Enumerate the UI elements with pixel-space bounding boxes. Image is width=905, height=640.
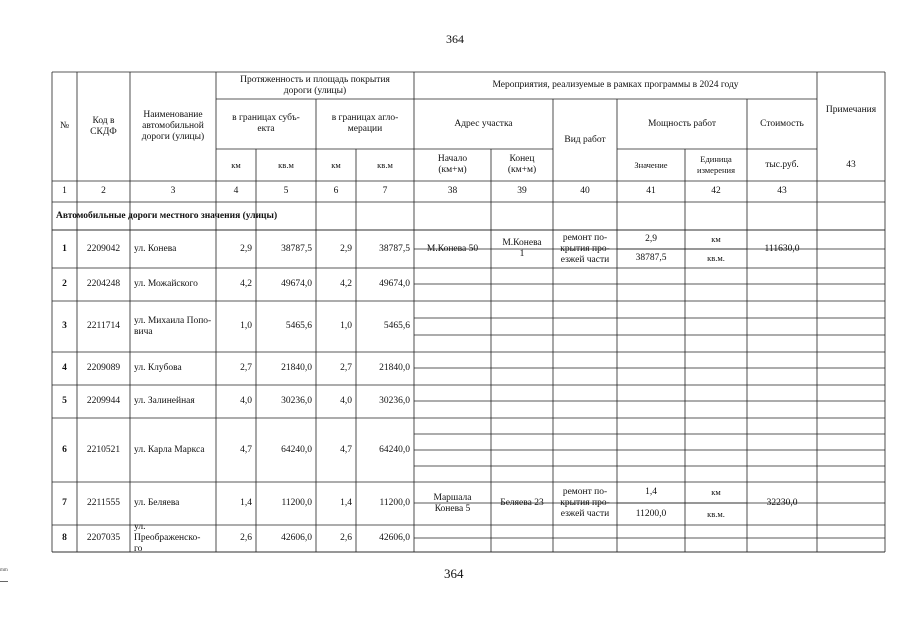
- header-cost-unit: тыс.руб.: [765, 159, 799, 170]
- row-number: 8: [62, 533, 67, 543]
- row-cost: 111630,0: [764, 243, 800, 254]
- row-km-agglo: 2,9: [340, 243, 352, 254]
- header-notes-col: 43: [846, 159, 856, 170]
- row-sqm-subject: 42606,0: [281, 533, 312, 543]
- column-number: 1: [62, 186, 67, 196]
- row-road-name: ул. Залинейная: [134, 396, 195, 406]
- row-code: 2209042: [86, 243, 121, 254]
- row-km-agglo: 2,7: [340, 363, 352, 373]
- column-number: 3: [170, 186, 176, 196]
- header-sqm-2: кв.м: [377, 159, 393, 170]
- row-value-sqm: 11200,0: [635, 508, 667, 519]
- row-km-agglo: 1,0: [340, 321, 352, 331]
- row-road-name: ул. Беляева: [134, 498, 180, 508]
- row-number: 5: [62, 396, 67, 406]
- row-number: 4: [62, 363, 67, 373]
- row-sqm-subject: 49674,0: [281, 279, 312, 289]
- row-number: 6: [62, 444, 67, 455]
- column-number: 4: [233, 186, 239, 196]
- column-number: 5: [283, 186, 289, 196]
- column-number: 41: [646, 186, 656, 196]
- row-unit-km: км: [711, 234, 721, 244]
- row-value-km: 1,4: [645, 487, 657, 497]
- header-end: Конец (км+м): [507, 154, 537, 175]
- row-number: 2: [62, 279, 67, 289]
- row-number: 7: [62, 498, 67, 508]
- header-code: Код в СКДФ: [90, 115, 117, 137]
- row-sqm-subject: 5465,6: [285, 321, 312, 331]
- header-km-1: км: [231, 159, 241, 170]
- row-start: М.Конева 50: [426, 243, 479, 254]
- row-code: 2210521: [86, 444, 121, 455]
- row-sqm-agglo: 64240,0: [379, 444, 410, 455]
- row-work-type: ремонт по- крытия про- езжей части: [560, 232, 610, 265]
- row-sqm-agglo: 49674,0: [379, 279, 410, 289]
- row-km-subject: 2,6: [240, 533, 252, 543]
- header-subject-bounds: в границах субъ- екта: [232, 113, 300, 134]
- column-number: 38: [447, 186, 458, 196]
- row-road-name: ул. Преображенско- го: [134, 522, 201, 554]
- header-events: Мероприятия, реализуемые в рамках программы в 2024 году: [492, 80, 739, 90]
- row-start: Маршала Конева 5: [433, 492, 472, 514]
- row-code: 2209089: [86, 363, 121, 373]
- row-code: 2207035: [86, 533, 121, 543]
- row-number: 1: [62, 243, 67, 254]
- header-capacity: Мощность работ: [648, 118, 716, 129]
- row-sqm-subject: 11200,0: [281, 498, 312, 508]
- row-km-subject: 4,2: [240, 279, 252, 289]
- row-end: Беляева 23: [500, 498, 544, 508]
- header-agglo-bounds: в границах агло- мерации: [331, 113, 399, 134]
- row-sqm-agglo: 11200,0: [379, 498, 410, 508]
- column-number: 42: [711, 186, 721, 196]
- row-sqm-agglo: 5465,6: [383, 321, 410, 331]
- row-road-name: ул. Клубова: [134, 363, 182, 373]
- row-cost: 32230,0: [766, 498, 798, 508]
- row-code: 2209944: [86, 396, 121, 406]
- header-road-name: Наименование автомобильной дороги (улицы): [141, 110, 205, 142]
- header-value: Значение: [634, 159, 668, 170]
- header-extent: Протяженность и площадь покрытия дороги (улицы): [240, 74, 390, 96]
- row-road-name: ул. Конева: [134, 243, 177, 254]
- page-number-bottom: 364: [444, 566, 464, 581]
- row-road-name: ул. Можайского: [134, 279, 198, 289]
- row-road-name: ул. Михаила Попо- вича: [134, 315, 212, 337]
- column-number: 40: [580, 186, 590, 196]
- header-notes: Примечания: [825, 105, 877, 115]
- row-road-name: ул. Карла Маркса: [134, 444, 205, 455]
- column-number: 6: [333, 186, 339, 196]
- row-km-subject: 1,4: [240, 498, 252, 508]
- row-sqm-agglo: 42606,0: [379, 533, 410, 543]
- row-sqm-subject: 30236,0: [281, 396, 312, 406]
- column-number: 7: [382, 186, 388, 196]
- row-number: 3: [62, 321, 67, 331]
- row-work-type: ремонт по- крытия про- езжей части: [560, 487, 610, 519]
- row-km-subject: 1,0: [240, 321, 252, 331]
- row-code: 2211555: [87, 498, 120, 508]
- row-sqm-agglo: 38787,5: [379, 243, 410, 254]
- row-km-agglo: 2,6: [340, 533, 352, 543]
- row-sqm-agglo: 21840,0: [379, 363, 410, 373]
- header-num: №: [59, 121, 70, 131]
- header-cost: Стоимость: [760, 118, 804, 129]
- page-number-top: 364: [446, 32, 464, 46]
- column-number: 43: [777, 186, 787, 196]
- row-unit-km: км: [711, 487, 721, 497]
- header-km-2: км: [331, 159, 341, 170]
- column-number: 2: [101, 186, 106, 196]
- row-value-sqm: 38787,5: [635, 253, 667, 263]
- row-sqm-subject: 21840,0: [281, 363, 312, 373]
- row-sqm-agglo: 30236,0: [379, 396, 410, 406]
- header-unit: Единица измерения: [697, 154, 735, 175]
- row-unit-sqm: кв.м.: [707, 508, 725, 519]
- row-end: М.Конева 1: [502, 238, 542, 259]
- row-km-agglo: 4,7: [340, 444, 352, 455]
- row-km-subject: 2,7: [240, 363, 252, 373]
- row-km-subject: 4,7: [240, 444, 252, 455]
- edge-mark: mm: [0, 568, 8, 573]
- row-km-agglo: 1,4: [340, 498, 352, 508]
- header-sqm-1: кв.м: [278, 159, 294, 170]
- row-code: 2211714: [87, 321, 120, 331]
- section-title: Автомобильные дороги местного значения (улицы): [56, 210, 278, 221]
- row-sqm-subject: 38787,5: [281, 243, 312, 254]
- column-number: 39: [517, 186, 527, 196]
- header-start: Начало (км+м): [437, 154, 468, 175]
- row-unit-sqm: кв.м.: [707, 253, 725, 263]
- header-work-type: Вид работ: [564, 134, 606, 145]
- row-code: 2204248: [86, 279, 121, 289]
- row-sqm-subject: 64240,0: [281, 444, 312, 455]
- row-value-km: 2,9: [645, 234, 657, 244]
- header-address: Адрес участка: [454, 118, 513, 129]
- row-km-agglo: 4,0: [340, 396, 352, 406]
- row-km-subject: 2,9: [240, 243, 252, 254]
- row-km-agglo: 4,2: [340, 279, 352, 289]
- row-km-subject: 4,0: [240, 396, 252, 406]
